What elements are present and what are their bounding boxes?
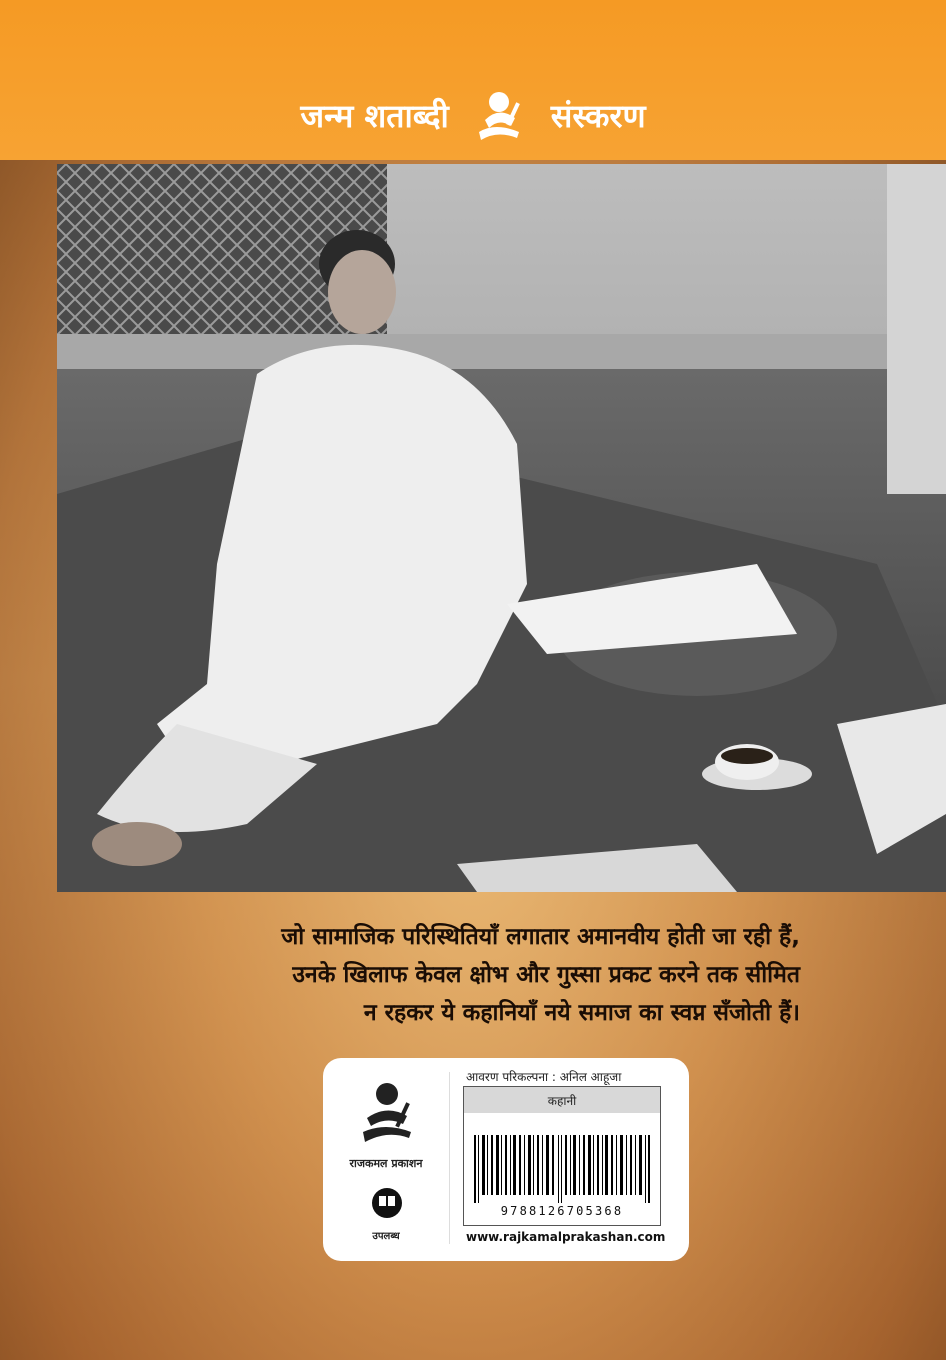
author-photograph — [57, 164, 946, 892]
publisher-website: www.rajkamalprakashan.com — [466, 1230, 666, 1244]
isbn-number: 9788126705368 — [500, 1204, 624, 1218]
blurb-line: उनके खिलाफ केवल क्षोभ और गुस्सा प्रकट करने तक सीमित — [292, 962, 800, 988]
publisher-name: राजकमल प्रकाशन — [349, 1157, 423, 1170]
ebook-availability-label: उपलब्ध — [372, 1231, 400, 1242]
blurb-line: न रहकर ये कहानियाँ नये समाज का स्वप्न सँजोती हैं। — [363, 1000, 800, 1026]
edition-title — [0, 60, 946, 170]
cover-designer-credit: आवरण परिकल्पना : अनिल आहूजा — [466, 1070, 622, 1084]
publisher-emblem-icon — [465, 80, 535, 150]
card-divider — [449, 1072, 450, 1244]
ebook-icon — [372, 1188, 402, 1218]
blurb-text — [200, 918, 800, 1032]
edition-title-right: संस्करण — [550, 96, 646, 135]
publisher-logo-icon — [357, 1074, 417, 1154]
blurb-line: जो सामाजिक परिस्थितियाँ लगातार अमानवीय होती जा रही हैं, — [281, 924, 800, 950]
genre-label: कहानी — [464, 1087, 660, 1113]
publisher-info-card — [323, 1058, 689, 1261]
barcode-box — [463, 1086, 661, 1226]
edition-title-left: जन्म शताब्दी — [300, 96, 449, 135]
barcode-icon — [472, 1135, 652, 1203]
